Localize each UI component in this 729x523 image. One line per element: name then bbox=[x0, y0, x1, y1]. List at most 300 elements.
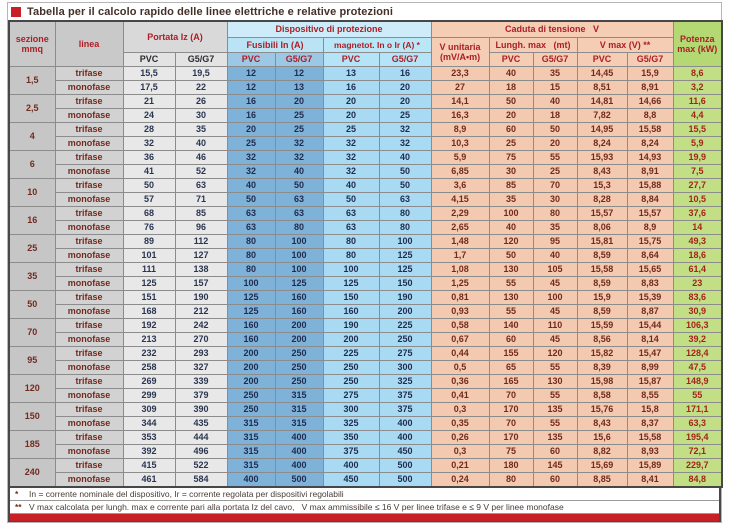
magnetot-g5g7-cell: 40 bbox=[379, 150, 431, 164]
portata-pvc-cell: 101 bbox=[123, 248, 175, 262]
lungh-g5g7-cell: 40 bbox=[533, 248, 577, 262]
magnetot-g5g7-cell: 500 bbox=[379, 458, 431, 472]
portata-g5g7-cell: 22 bbox=[175, 80, 227, 94]
lungh-g5g7-cell: 40 bbox=[533, 94, 577, 108]
lungh-g5g7-cell: 55 bbox=[533, 360, 577, 374]
linea-cell: monofase bbox=[55, 248, 123, 262]
potenza-cell: 55 bbox=[673, 388, 722, 402]
portata-pvc-cell: 415 bbox=[123, 458, 175, 472]
lungh-g5g7-cell: 60 bbox=[533, 472, 577, 487]
linea-cell: trifase bbox=[55, 458, 123, 472]
fusibili-g5g7-cell: 400 bbox=[275, 430, 323, 444]
lungh-pvc-cell: 70 bbox=[489, 388, 533, 402]
lungh-pvc-cell: 50 bbox=[489, 94, 533, 108]
col-header-potenza: Potenza max (kW) bbox=[673, 21, 722, 66]
sezione-cell: 120 bbox=[9, 374, 55, 402]
vmax-pvc-cell: 8,59 bbox=[577, 276, 627, 290]
fusibili-pvc-cell: 315 bbox=[227, 458, 275, 472]
magnetot-pvc-cell: 190 bbox=[323, 318, 379, 332]
subheader-fusibili-g5g7: G5/G7 bbox=[275, 52, 323, 66]
lungh-pvc-cell: 155 bbox=[489, 346, 533, 360]
magnetot-pvc-cell: 250 bbox=[323, 360, 379, 374]
table-row bbox=[9, 388, 722, 402]
magnetot-g5g7-cell: 300 bbox=[379, 360, 431, 374]
fusibili-g5g7-cell: 63 bbox=[275, 192, 323, 206]
magnetot-pvc-cell: 350 bbox=[323, 430, 379, 444]
magnetot-pvc-cell: 32 bbox=[323, 136, 379, 150]
fusibili-pvc-cell: 12 bbox=[227, 80, 275, 94]
magnetot-pvc-cell: 80 bbox=[323, 248, 379, 262]
fusibili-g5g7-cell: 200 bbox=[275, 318, 323, 332]
lungh-pvc-cell: 75 bbox=[489, 150, 533, 164]
v-unitaria-cell: 23,3 bbox=[431, 66, 489, 80]
subheader-vmax-pvc: PVC bbox=[577, 52, 627, 66]
portata-g5g7-cell: 435 bbox=[175, 416, 227, 430]
lungh-g5g7-cell: 60 bbox=[533, 444, 577, 458]
col-header-lungh-max: Lungh. max (mt) bbox=[489, 37, 577, 52]
linea-cell: trifase bbox=[55, 290, 123, 304]
linea-cell: monofase bbox=[55, 360, 123, 374]
magnetot-g5g7-cell: 275 bbox=[379, 346, 431, 360]
potenza-cell: 49,3 bbox=[673, 234, 722, 248]
lungh-pvc-cell: 50 bbox=[489, 248, 533, 262]
electrical-lines-table bbox=[8, 20, 723, 488]
vmax-g5g7-cell: 15,87 bbox=[627, 374, 673, 388]
vmax-pvc-cell: 15,93 bbox=[577, 150, 627, 164]
magnetot-g5g7-cell: 16 bbox=[379, 66, 431, 80]
fusibili-pvc-cell: 20 bbox=[227, 122, 275, 136]
linea-cell: monofase bbox=[55, 136, 123, 150]
col-header-linea: linea bbox=[55, 21, 123, 66]
portata-pvc-cell: 111 bbox=[123, 262, 175, 276]
potenza-cell: 61,4 bbox=[673, 262, 722, 276]
potenza-cell: 27,7 bbox=[673, 178, 722, 192]
magnetot-pvc-cell: 40 bbox=[323, 178, 379, 192]
vmax-pvc-cell: 8,24 bbox=[577, 136, 627, 150]
magnetot-pvc-cell: 20 bbox=[323, 94, 379, 108]
sezione-cell: 70 bbox=[9, 318, 55, 346]
vmax-pvc-cell: 8,43 bbox=[577, 416, 627, 430]
magnetot-g5g7-cell: 500 bbox=[379, 472, 431, 487]
col-header-dispositivo: Dispositivo di protezione bbox=[227, 21, 431, 37]
portata-pvc-cell: 41 bbox=[123, 164, 175, 178]
sezione-cell: 50 bbox=[9, 290, 55, 318]
fusibili-g5g7-cell: 63 bbox=[275, 206, 323, 220]
portata-pvc-cell: 232 bbox=[123, 346, 175, 360]
magnetot-g5g7-cell: 200 bbox=[379, 304, 431, 318]
magnetot-pvc-cell: 100 bbox=[323, 262, 379, 276]
portata-g5g7-cell: 127 bbox=[175, 248, 227, 262]
magnetot-pvc-cell: 32 bbox=[323, 164, 379, 178]
linea-cell: monofase bbox=[55, 164, 123, 178]
potenza-cell: 5,9 bbox=[673, 136, 722, 150]
v-unitaria-cell: 0,44 bbox=[431, 346, 489, 360]
footnote-1-text: In = corrente nominale del dispositivo, Ir = corrente regolata per dispositivi regolabili bbox=[29, 488, 344, 499]
potenza-cell: 23 bbox=[673, 276, 722, 290]
sezione-cell: 1,5 bbox=[9, 66, 55, 94]
vmax-g5g7-cell: 8,99 bbox=[627, 360, 673, 374]
vmax-g5g7-cell: 15,47 bbox=[627, 346, 673, 360]
lungh-pvc-cell: 80 bbox=[489, 472, 533, 487]
lungh-pvc-cell: 55 bbox=[489, 304, 533, 318]
lungh-g5g7-cell: 50 bbox=[533, 122, 577, 136]
portata-pvc-cell: 299 bbox=[123, 388, 175, 402]
fusibili-g5g7-cell: 250 bbox=[275, 374, 323, 388]
portata-g5g7-cell: 112 bbox=[175, 234, 227, 248]
portata-pvc-cell: 309 bbox=[123, 402, 175, 416]
linea-cell: monofase bbox=[55, 80, 123, 94]
lungh-pvc-cell: 18 bbox=[489, 80, 533, 94]
magnetot-g5g7-cell: 250 bbox=[379, 332, 431, 346]
linea-cell: trifase bbox=[55, 234, 123, 248]
fusibili-g5g7-cell: 80 bbox=[275, 220, 323, 234]
fusibili-g5g7-cell: 20 bbox=[275, 94, 323, 108]
lungh-g5g7-cell: 80 bbox=[533, 206, 577, 220]
vmax-g5g7-cell: 15,75 bbox=[627, 234, 673, 248]
linea-cell: trifase bbox=[55, 150, 123, 164]
vmax-pvc-cell: 14,45 bbox=[577, 66, 627, 80]
fusibili-g5g7-cell: 315 bbox=[275, 388, 323, 402]
table-row bbox=[9, 178, 722, 192]
fusibili-pvc-cell: 63 bbox=[227, 220, 275, 234]
portata-g5g7-cell: 242 bbox=[175, 318, 227, 332]
lungh-g5g7-cell: 70 bbox=[533, 178, 577, 192]
col-header-v-max: V max (V) ** bbox=[577, 37, 673, 52]
fusibili-g5g7-cell: 40 bbox=[275, 164, 323, 178]
vmax-g5g7-cell: 15,39 bbox=[627, 290, 673, 304]
linea-cell: monofase bbox=[55, 444, 123, 458]
lungh-pvc-cell: 170 bbox=[489, 402, 533, 416]
subheader-magnetot-pvc: PVC bbox=[323, 52, 379, 66]
magnetot-pvc-cell: 450 bbox=[323, 472, 379, 487]
sezione-cell: 6 bbox=[9, 150, 55, 178]
sezione-cell: 35 bbox=[9, 262, 55, 290]
table-row bbox=[9, 290, 722, 304]
vmax-g5g7-cell: 8,9 bbox=[627, 220, 673, 234]
lungh-pvc-cell: 180 bbox=[489, 458, 533, 472]
lungh-pvc-cell: 140 bbox=[489, 318, 533, 332]
fusibili-pvc-cell: 63 bbox=[227, 206, 275, 220]
magnetot-g5g7-cell: 450 bbox=[379, 444, 431, 458]
fusibili-pvc-cell: 32 bbox=[227, 164, 275, 178]
linea-cell: monofase bbox=[55, 332, 123, 346]
footnote-2-marker: ** bbox=[15, 501, 22, 512]
lungh-pvc-cell: 30 bbox=[489, 164, 533, 178]
potenza-cell: 15,5 bbox=[673, 122, 722, 136]
table-row bbox=[9, 360, 722, 374]
portata-g5g7-cell: 71 bbox=[175, 192, 227, 206]
lungh-pvc-cell: 130 bbox=[489, 262, 533, 276]
potenza-cell: 7,5 bbox=[673, 164, 722, 178]
lungh-g5g7-cell: 35 bbox=[533, 66, 577, 80]
sezione-cell: 185 bbox=[9, 430, 55, 458]
portata-pvc-cell: 151 bbox=[123, 290, 175, 304]
fusibili-g5g7-cell: 315 bbox=[275, 402, 323, 416]
page-title: Tabella per il calcolo rapido delle linee elettriche e relative protezioni bbox=[27, 5, 394, 18]
footnotes bbox=[8, 488, 721, 514]
vmax-pvc-cell: 8,58 bbox=[577, 388, 627, 402]
vmax-pvc-cell: 8,85 bbox=[577, 472, 627, 487]
lungh-g5g7-cell: 55 bbox=[533, 416, 577, 430]
lungh-pvc-cell: 60 bbox=[489, 332, 533, 346]
portata-g5g7-cell: 444 bbox=[175, 430, 227, 444]
magnetot-pvc-cell: 150 bbox=[323, 290, 379, 304]
fusibili-pvc-cell: 200 bbox=[227, 346, 275, 360]
fusibili-pvc-cell: 315 bbox=[227, 416, 275, 430]
magnetot-pvc-cell: 63 bbox=[323, 206, 379, 220]
fusibili-pvc-cell: 16 bbox=[227, 94, 275, 108]
magnetot-g5g7-cell: 50 bbox=[379, 178, 431, 192]
linea-cell: monofase bbox=[55, 388, 123, 402]
v-unitaria-cell: 0,67 bbox=[431, 332, 489, 346]
potenza-cell: 30,9 bbox=[673, 304, 722, 318]
magnetot-g5g7-cell: 100 bbox=[379, 234, 431, 248]
vmax-pvc-cell: 8,51 bbox=[577, 80, 627, 94]
portata-g5g7-cell: 157 bbox=[175, 276, 227, 290]
fusibili-pvc-cell: 315 bbox=[227, 430, 275, 444]
table-row bbox=[9, 346, 722, 360]
table-row bbox=[9, 122, 722, 136]
linea-cell: trifase bbox=[55, 374, 123, 388]
portata-g5g7-cell: 26 bbox=[175, 94, 227, 108]
fusibili-pvc-cell: 40 bbox=[227, 178, 275, 192]
col-header-sezione: sezione mmq bbox=[9, 21, 55, 66]
magnetot-pvc-cell: 20 bbox=[323, 108, 379, 122]
portata-g5g7-cell: 138 bbox=[175, 262, 227, 276]
linea-cell: monofase bbox=[55, 276, 123, 290]
fusibili-pvc-cell: 400 bbox=[227, 472, 275, 487]
table-row bbox=[9, 444, 722, 458]
lungh-g5g7-cell: 55 bbox=[533, 388, 577, 402]
v-unitaria-cell: 0,3 bbox=[431, 402, 489, 416]
v-unitaria-cell: 1,25 bbox=[431, 276, 489, 290]
vmax-g5g7-cell: 14,66 bbox=[627, 94, 673, 108]
sezione-cell: 95 bbox=[9, 346, 55, 374]
fusibili-pvc-cell: 160 bbox=[227, 332, 275, 346]
magnetot-g5g7-cell: 325 bbox=[379, 374, 431, 388]
vmax-g5g7-cell: 8,93 bbox=[627, 444, 673, 458]
vmax-pvc-cell: 8,06 bbox=[577, 220, 627, 234]
magnetot-g5g7-cell: 400 bbox=[379, 430, 431, 444]
linea-cell: monofase bbox=[55, 220, 123, 234]
linea-cell: monofase bbox=[55, 304, 123, 318]
vmax-g5g7-cell: 8,91 bbox=[627, 80, 673, 94]
potenza-cell: 47,5 bbox=[673, 360, 722, 374]
magnetot-g5g7-cell: 190 bbox=[379, 290, 431, 304]
magnetot-g5g7-cell: 375 bbox=[379, 402, 431, 416]
vmax-pvc-cell: 8,59 bbox=[577, 248, 627, 262]
linea-cell: trifase bbox=[55, 346, 123, 360]
fusibili-g5g7-cell: 160 bbox=[275, 304, 323, 318]
lungh-pvc-cell: 35 bbox=[489, 192, 533, 206]
potenza-cell: 37,6 bbox=[673, 206, 722, 220]
vmax-g5g7-cell: 15,57 bbox=[627, 206, 673, 220]
fusibili-pvc-cell: 12 bbox=[227, 66, 275, 80]
v-unitaria-cell: 5,9 bbox=[431, 150, 489, 164]
fusibili-pvc-cell: 16 bbox=[227, 108, 275, 122]
potenza-cell: 3,2 bbox=[673, 80, 722, 94]
potenza-cell: 106,3 bbox=[673, 318, 722, 332]
vmax-pvc-cell: 15,98 bbox=[577, 374, 627, 388]
vmax-g5g7-cell: 8,64 bbox=[627, 248, 673, 262]
v-unitaria-cell: 0,36 bbox=[431, 374, 489, 388]
potenza-cell: 10,5 bbox=[673, 192, 722, 206]
magnetot-pvc-cell: 400 bbox=[323, 458, 379, 472]
fusibili-pvc-cell: 125 bbox=[227, 290, 275, 304]
v-unitaria-cell: 2,65 bbox=[431, 220, 489, 234]
subheader-portata-pvc: PVC bbox=[123, 52, 175, 66]
potenza-cell: 39,2 bbox=[673, 332, 722, 346]
magnetot-pvc-cell: 375 bbox=[323, 444, 379, 458]
vmax-g5g7-cell: 15,58 bbox=[627, 122, 673, 136]
portata-g5g7-cell: 19,5 bbox=[175, 66, 227, 80]
portata-g5g7-cell: 339 bbox=[175, 374, 227, 388]
portata-pvc-cell: 258 bbox=[123, 360, 175, 374]
portata-g5g7-cell: 212 bbox=[175, 304, 227, 318]
v-unitaria-cell: 1,48 bbox=[431, 234, 489, 248]
vmax-pvc-cell: 8,59 bbox=[577, 304, 627, 318]
v-unitaria-cell: 0,21 bbox=[431, 458, 489, 472]
vmax-g5g7-cell: 8,8 bbox=[627, 108, 673, 122]
lungh-g5g7-cell: 100 bbox=[533, 290, 577, 304]
sezione-cell: 2,5 bbox=[9, 94, 55, 122]
magnetot-pvc-cell: 275 bbox=[323, 388, 379, 402]
portata-g5g7-cell: 46 bbox=[175, 150, 227, 164]
portata-g5g7-cell: 63 bbox=[175, 178, 227, 192]
vmax-pvc-cell: 15,9 bbox=[577, 290, 627, 304]
portata-pvc-cell: 344 bbox=[123, 416, 175, 430]
footnote-1 bbox=[10, 488, 719, 501]
magnetot-g5g7-cell: 400 bbox=[379, 416, 431, 430]
potenza-cell: 72,1 bbox=[673, 444, 722, 458]
potenza-cell: 11,6 bbox=[673, 94, 722, 108]
title-bar bbox=[8, 3, 721, 20]
potenza-cell: 171,1 bbox=[673, 402, 722, 416]
potenza-cell: 83,6 bbox=[673, 290, 722, 304]
sezione-cell: 4 bbox=[9, 122, 55, 150]
col-header-fusibili: Fusibili In (A) bbox=[227, 37, 323, 52]
lungh-pvc-cell: 120 bbox=[489, 234, 533, 248]
portata-pvc-cell: 68 bbox=[123, 206, 175, 220]
portata-pvc-cell: 50 bbox=[123, 178, 175, 192]
vmax-pvc-cell: 15,59 bbox=[577, 318, 627, 332]
portata-pvc-cell: 192 bbox=[123, 318, 175, 332]
vmax-pvc-cell: 7,82 bbox=[577, 108, 627, 122]
vmax-pvc-cell: 14,81 bbox=[577, 94, 627, 108]
lungh-g5g7-cell: 135 bbox=[533, 430, 577, 444]
lungh-g5g7-cell: 20 bbox=[533, 136, 577, 150]
vmax-pvc-cell: 15,81 bbox=[577, 234, 627, 248]
fusibili-pvc-cell: 100 bbox=[227, 276, 275, 290]
v-unitaria-cell: 0,3 bbox=[431, 444, 489, 458]
lungh-pvc-cell: 25 bbox=[489, 136, 533, 150]
v-unitaria-cell: 0,81 bbox=[431, 290, 489, 304]
vmax-g5g7-cell: 15,8 bbox=[627, 402, 673, 416]
lungh-pvc-cell: 40 bbox=[489, 66, 533, 80]
fusibili-g5g7-cell: 400 bbox=[275, 458, 323, 472]
v-unitaria-cell: 1,08 bbox=[431, 262, 489, 276]
portata-pvc-cell: 24 bbox=[123, 108, 175, 122]
lungh-pvc-cell: 60 bbox=[489, 122, 533, 136]
table-row bbox=[9, 94, 722, 108]
fusibili-g5g7-cell: 32 bbox=[275, 136, 323, 150]
fusibili-g5g7-cell: 250 bbox=[275, 346, 323, 360]
table-row bbox=[9, 108, 722, 122]
table-row bbox=[9, 192, 722, 206]
v-unitaria-cell: 6,85 bbox=[431, 164, 489, 178]
lungh-pvc-cell: 40 bbox=[489, 220, 533, 234]
magnetot-g5g7-cell: 80 bbox=[379, 220, 431, 234]
table-row bbox=[9, 80, 722, 94]
lungh-pvc-cell: 170 bbox=[489, 430, 533, 444]
vmax-pvc-cell: 8,28 bbox=[577, 192, 627, 206]
magnetot-g5g7-cell: 32 bbox=[379, 122, 431, 136]
potenza-cell: 4,4 bbox=[673, 108, 722, 122]
v-unitaria-cell: 0,93 bbox=[431, 304, 489, 318]
linea-cell: trifase bbox=[55, 122, 123, 136]
portata-pvc-cell: 125 bbox=[123, 276, 175, 290]
col-header-caduta: Caduta di tensione V bbox=[431, 21, 673, 37]
fusibili-g5g7-cell: 100 bbox=[275, 248, 323, 262]
lungh-g5g7-cell: 45 bbox=[533, 332, 577, 346]
v-unitaria-cell: 16,3 bbox=[431, 108, 489, 122]
v-unitaria-cell: 0,58 bbox=[431, 318, 489, 332]
sezione-cell: 150 bbox=[9, 402, 55, 430]
table-frame bbox=[7, 2, 722, 523]
lungh-g5g7-cell: 110 bbox=[533, 318, 577, 332]
fusibili-pvc-cell: 50 bbox=[227, 192, 275, 206]
lungh-g5g7-cell: 120 bbox=[533, 346, 577, 360]
vmax-g5g7-cell: 15,65 bbox=[627, 262, 673, 276]
portata-g5g7-cell: 52 bbox=[175, 164, 227, 178]
portata-pvc-cell: 269 bbox=[123, 374, 175, 388]
magnetot-pvc-cell: 125 bbox=[323, 276, 379, 290]
red-square-icon bbox=[11, 7, 21, 17]
portata-pvc-cell: 28 bbox=[123, 122, 175, 136]
sezione-cell: 240 bbox=[9, 458, 55, 487]
vmax-g5g7-cell: 8,55 bbox=[627, 388, 673, 402]
potenza-cell: 84,8 bbox=[673, 472, 722, 487]
potenza-cell: 8,6 bbox=[673, 66, 722, 80]
magnetot-g5g7-cell: 150 bbox=[379, 276, 431, 290]
lungh-pvc-cell: 130 bbox=[489, 290, 533, 304]
fusibili-g5g7-cell: 160 bbox=[275, 290, 323, 304]
table-row bbox=[9, 402, 722, 416]
footnote-1-marker: * bbox=[15, 488, 19, 499]
potenza-cell: 63,3 bbox=[673, 416, 722, 430]
vmax-pvc-cell: 8,56 bbox=[577, 332, 627, 346]
potenza-cell: 229,7 bbox=[673, 458, 722, 472]
potenza-cell: 19,9 bbox=[673, 150, 722, 164]
v-unitaria-cell: 8,9 bbox=[431, 122, 489, 136]
fusibili-pvc-cell: 160 bbox=[227, 318, 275, 332]
linea-cell: trifase bbox=[55, 178, 123, 192]
portata-pvc-cell: 461 bbox=[123, 472, 175, 487]
portata-pvc-cell: 57 bbox=[123, 192, 175, 206]
lungh-g5g7-cell: 45 bbox=[533, 276, 577, 290]
linea-cell: monofase bbox=[55, 108, 123, 122]
fusibili-pvc-cell: 125 bbox=[227, 304, 275, 318]
linea-cell: trifase bbox=[55, 430, 123, 444]
fusibili-g5g7-cell: 100 bbox=[275, 234, 323, 248]
table-row bbox=[9, 458, 722, 472]
fusibili-pvc-cell: 80 bbox=[227, 234, 275, 248]
linea-cell: trifase bbox=[55, 206, 123, 220]
lungh-g5g7-cell: 130 bbox=[533, 374, 577, 388]
table-row bbox=[9, 248, 722, 262]
portata-pvc-cell: 168 bbox=[123, 304, 175, 318]
sezione-cell: 25 bbox=[9, 234, 55, 262]
